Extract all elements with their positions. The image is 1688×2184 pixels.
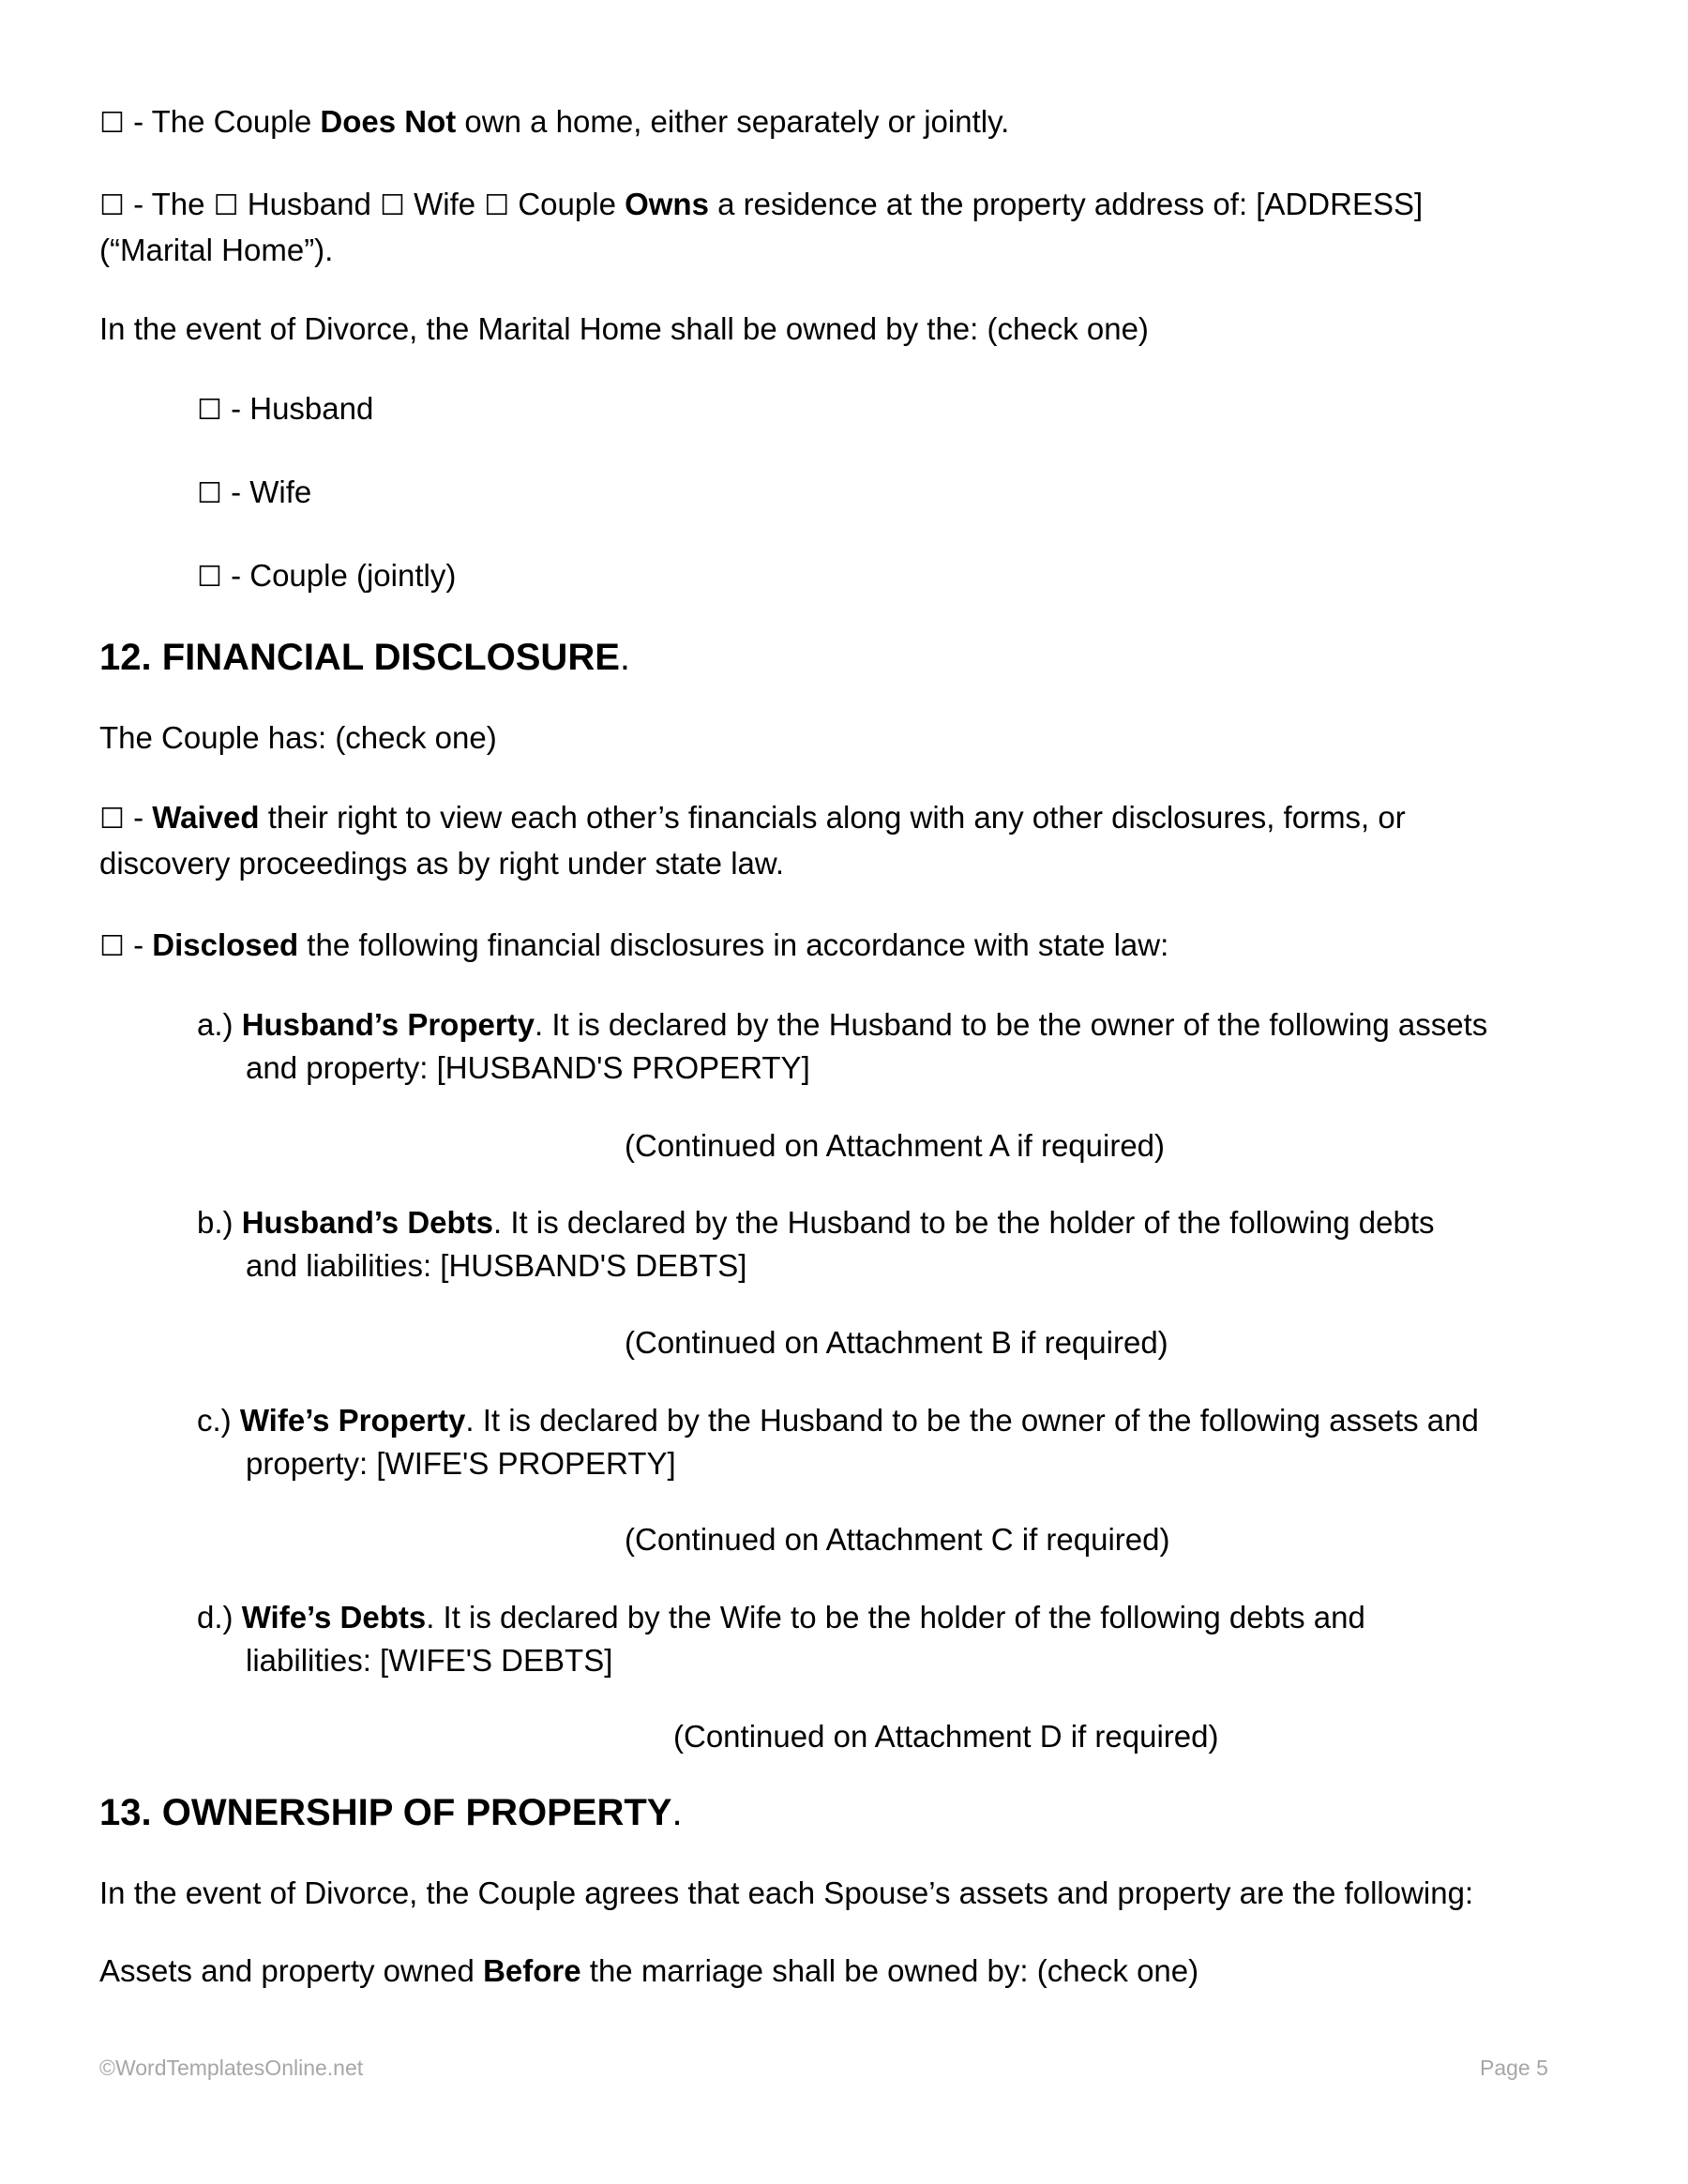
checkbox[interactable]: ☐ <box>99 107 125 140</box>
checkbox[interactable]: ☐ <box>197 477 222 510</box>
section-12-intro: The Couple has: (check one) <box>99 720 497 755</box>
footer-copyright: ©WordTemplatesOnline.net <box>99 2056 364 2080</box>
before-marriage-text: Assets and property owned Before the marriage shall be owned by: (check one) <box>99 1953 1199 1988</box>
checkbox[interactable]: ☐ <box>99 189 125 222</box>
item-husband-debts: b.) Husband’s Debts. It is declared by the Husband to be the holder of the following debts <box>197 1205 1435 1240</box>
item-wife-property-cont: property: [WIFE'S PROPERTY] <box>246 1446 676 1481</box>
attachment-note-b: (Continued on Attachment B if required) <box>625 1325 1168 1360</box>
option-couple: ☐ - Couple (jointly) <box>197 558 457 594</box>
section-13-intro: In the event of Divorce, the Couple agrees that each Spouse’s assets and property are the following: <box>99 1875 1474 1910</box>
item-husband-property-cont: and property: [HUSBAND'S PROPERTY] <box>246 1050 810 1085</box>
option-husband: ☐ - Husband <box>197 391 374 427</box>
attachment-note-a: (Continued on Attachment A if required) <box>625 1128 1166 1163</box>
checkbox[interactable]: ☐ <box>484 189 510 222</box>
item-wife-debts-cont: liabilities: [WIFE'S DEBTS] <box>246 1643 613 1678</box>
attachment-note-c: (Continued on Attachment C if required) <box>625 1522 1170 1557</box>
home-option-owns: ☐ - The ☐ Husband ☐ Wife ☐ Couple Owns a residence at the property address of: [ADDRESS] <box>99 187 1424 222</box>
checkbox[interactable]: ☐ <box>99 803 125 836</box>
section-12-heading: 12. FINANCIAL DISCLOSURE. <box>99 637 631 678</box>
waived-option: ☐ - Waived their right to view each other’s financials along with any other disclosures, forms, or <box>99 800 1406 836</box>
attachment-note-d: (Continued on Attachment D if required) <box>673 1719 1219 1754</box>
footer-page-number: Page 5 <box>1480 2056 1548 2080</box>
divorce-ownership-text: In the event of Divorce, the Marital Home shall be owned by the: (check one) <box>99 311 1149 346</box>
waived-option-cont: discovery proceedings as by right under state law. <box>99 846 785 881</box>
marital-home-definition: (“Marital Home”). <box>99 233 334 267</box>
checkbox[interactable]: ☐ <box>380 189 405 222</box>
item-wife-debts: d.) Wife’s Debts. It is declared by the Wife to be the holder of the following debts and <box>197 1600 1365 1634</box>
home-option-does-not-own: ☐ - The Couple Does Not own a home, either separately or jointly. <box>99 104 1010 140</box>
checkbox[interactable]: ☐ <box>197 561 222 594</box>
item-husband-debts-cont: and liabilities: [HUSBAND'S DEBTS] <box>246 1248 747 1283</box>
option-wife: ☐ - Wife <box>197 474 312 510</box>
checkbox[interactable]: ☐ <box>197 394 222 427</box>
checkbox[interactable]: ☐ <box>99 930 125 963</box>
checkbox[interactable]: ☐ <box>213 189 239 222</box>
section-13-heading: 13. OWNERSHIP OF PROPERTY. <box>99 1792 683 1833</box>
disclosed-option: ☐ - Disclosed the following financial disclosures in accordance with state law: <box>99 927 1169 963</box>
item-husband-property: a.) Husband’s Property. It is declared by the Husband to be the owner of the following assets <box>197 1007 1488 1042</box>
item-wife-property: c.) Wife’s Property. It is declared by the Husband to be the owner of the following assets and <box>197 1403 1479 1438</box>
